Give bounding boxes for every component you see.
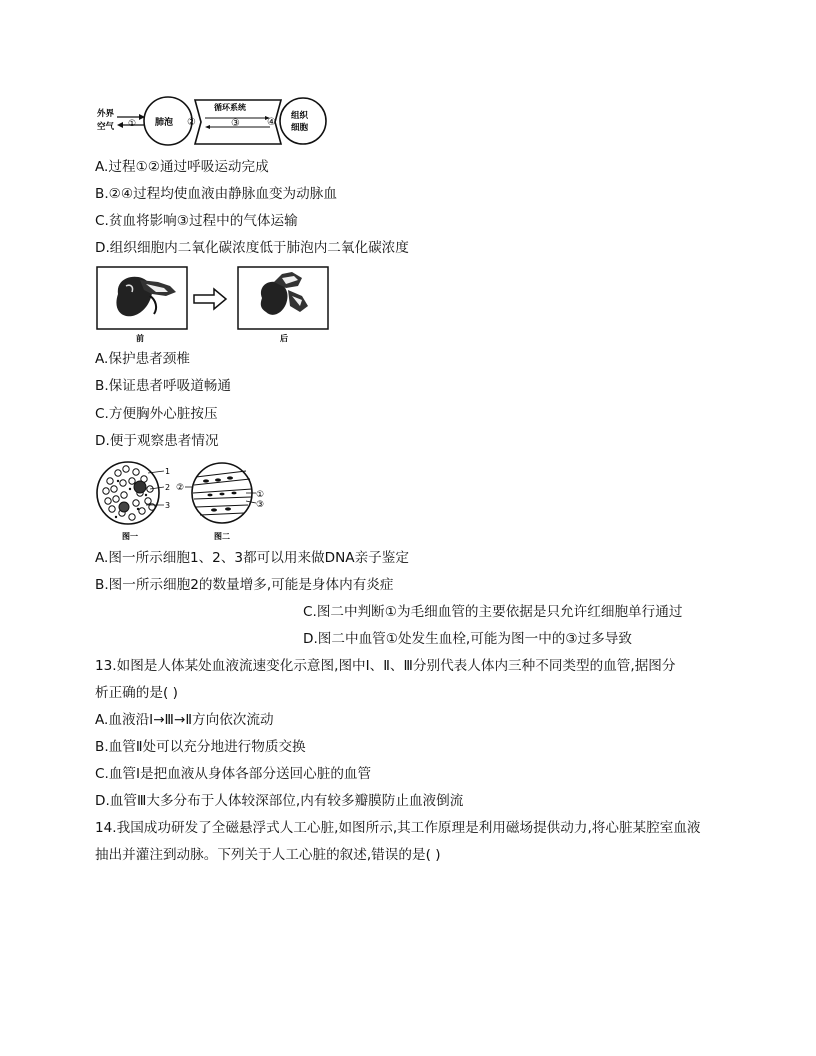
process-2-label: ②: [187, 117, 196, 128]
q13-option-c: C.血管Ⅰ是把血液从身体各部分送回心脏的血管: [95, 766, 372, 782]
capillary-marker-3: ③: [256, 500, 265, 510]
capillary-marker-2: ②: [176, 483, 185, 493]
q12a-option-c: C.方便胸外心脏按压: [95, 406, 218, 422]
q13-option-d: D.血管Ⅲ大多分布于人体较深部位,内有较多瓣膜防止血液倒流: [95, 793, 464, 809]
process-3-label: ③: [231, 118, 240, 129]
q12a-option-a: A.保护患者颈椎: [95, 351, 190, 367]
q12a-option-b: B.保证患者呼吸道畅通: [95, 378, 231, 394]
outside-air-label-2: 空气: [97, 122, 115, 132]
q13-option-b: B.血管Ⅱ处可以充分地进行物质交换: [95, 739, 306, 755]
marker-2: 2: [165, 483, 171, 492]
q12b-option-d: D.图二中血管①处发生血栓,可能为图一中的③过多导致: [303, 631, 632, 647]
capillary-marker-1: ①: [256, 490, 265, 500]
process-4-label: ④: [267, 117, 276, 128]
alveolus-label: 肺泡: [155, 118, 174, 128]
respiration-diagram: [95, 96, 330, 148]
marker-3: 3: [165, 501, 171, 510]
q14-stem-line-1: 14.我国成功研发了全磁悬浮式人工心脏,如图所示,其工作原理是利用磁场提供动力,将心脏某腔室血液: [95, 820, 701, 836]
outside-air-label: 外界: [97, 109, 115, 119]
blood-figure: [96, 459, 276, 543]
tissue-cell-label: 组织: [291, 111, 309, 121]
figure-one-label: 图一: [122, 532, 138, 541]
q13-stem-line-1: 13.如图是人体某处血液流速变化示意图,图中Ⅰ、Ⅱ、Ⅲ分别代表人体内三种不同类型的血管,据图分: [95, 658, 676, 674]
marker-1: 1: [165, 467, 171, 476]
figure-two-label: 图二: [214, 532, 230, 541]
airway-figure: [96, 266, 330, 344]
tissue-cell-label-2: 细胞: [291, 123, 309, 133]
q13-stem-line-2: 析正确的是( ): [95, 685, 178, 701]
q12b-option-c: C.图二中判断①为毛细血管的主要依据是只允许红细胞单行通过: [303, 604, 683, 620]
white-blood-cell-2: [119, 502, 129, 512]
before-label: 前: [136, 334, 144, 343]
q12b-option-a: A.图一所示细胞1、2、3都可以用来做DNA亲子鉴定: [95, 550, 409, 566]
circulatory-system-label: 循环系统: [214, 103, 246, 112]
after-label: 后: [280, 334, 288, 343]
process-1-label: ①: [128, 119, 137, 129]
arrow-icon: [194, 289, 226, 309]
white-blood-cell: [134, 481, 146, 493]
q11-option-d: D.组织细胞内二氧化碳浓度低于肺泡内二氧化碳浓度: [95, 240, 409, 256]
q14-stem-line-2: 抽出并灌注到动脉。下列关于人工心脏的叙述,错误的是( ): [95, 847, 441, 863]
q12a-option-d: D.便于观察患者情况: [95, 433, 219, 449]
q11-option-a: A.过程①②通过呼吸运动完成: [95, 159, 269, 175]
q13-option-a: A.血液沿Ⅰ→Ⅲ→Ⅱ方向依次流动: [95, 712, 274, 728]
tissue-cell-circle: [280, 98, 326, 144]
q11-option-c: C.贫血将影响③过程中的气体运输: [95, 213, 298, 229]
q12b-option-b: B.图一所示细胞2的数量增多,可能是身体内有炎症: [95, 577, 394, 593]
q11-option-b: B.②④过程均使血液由静脉血变为动脉血: [95, 186, 337, 202]
